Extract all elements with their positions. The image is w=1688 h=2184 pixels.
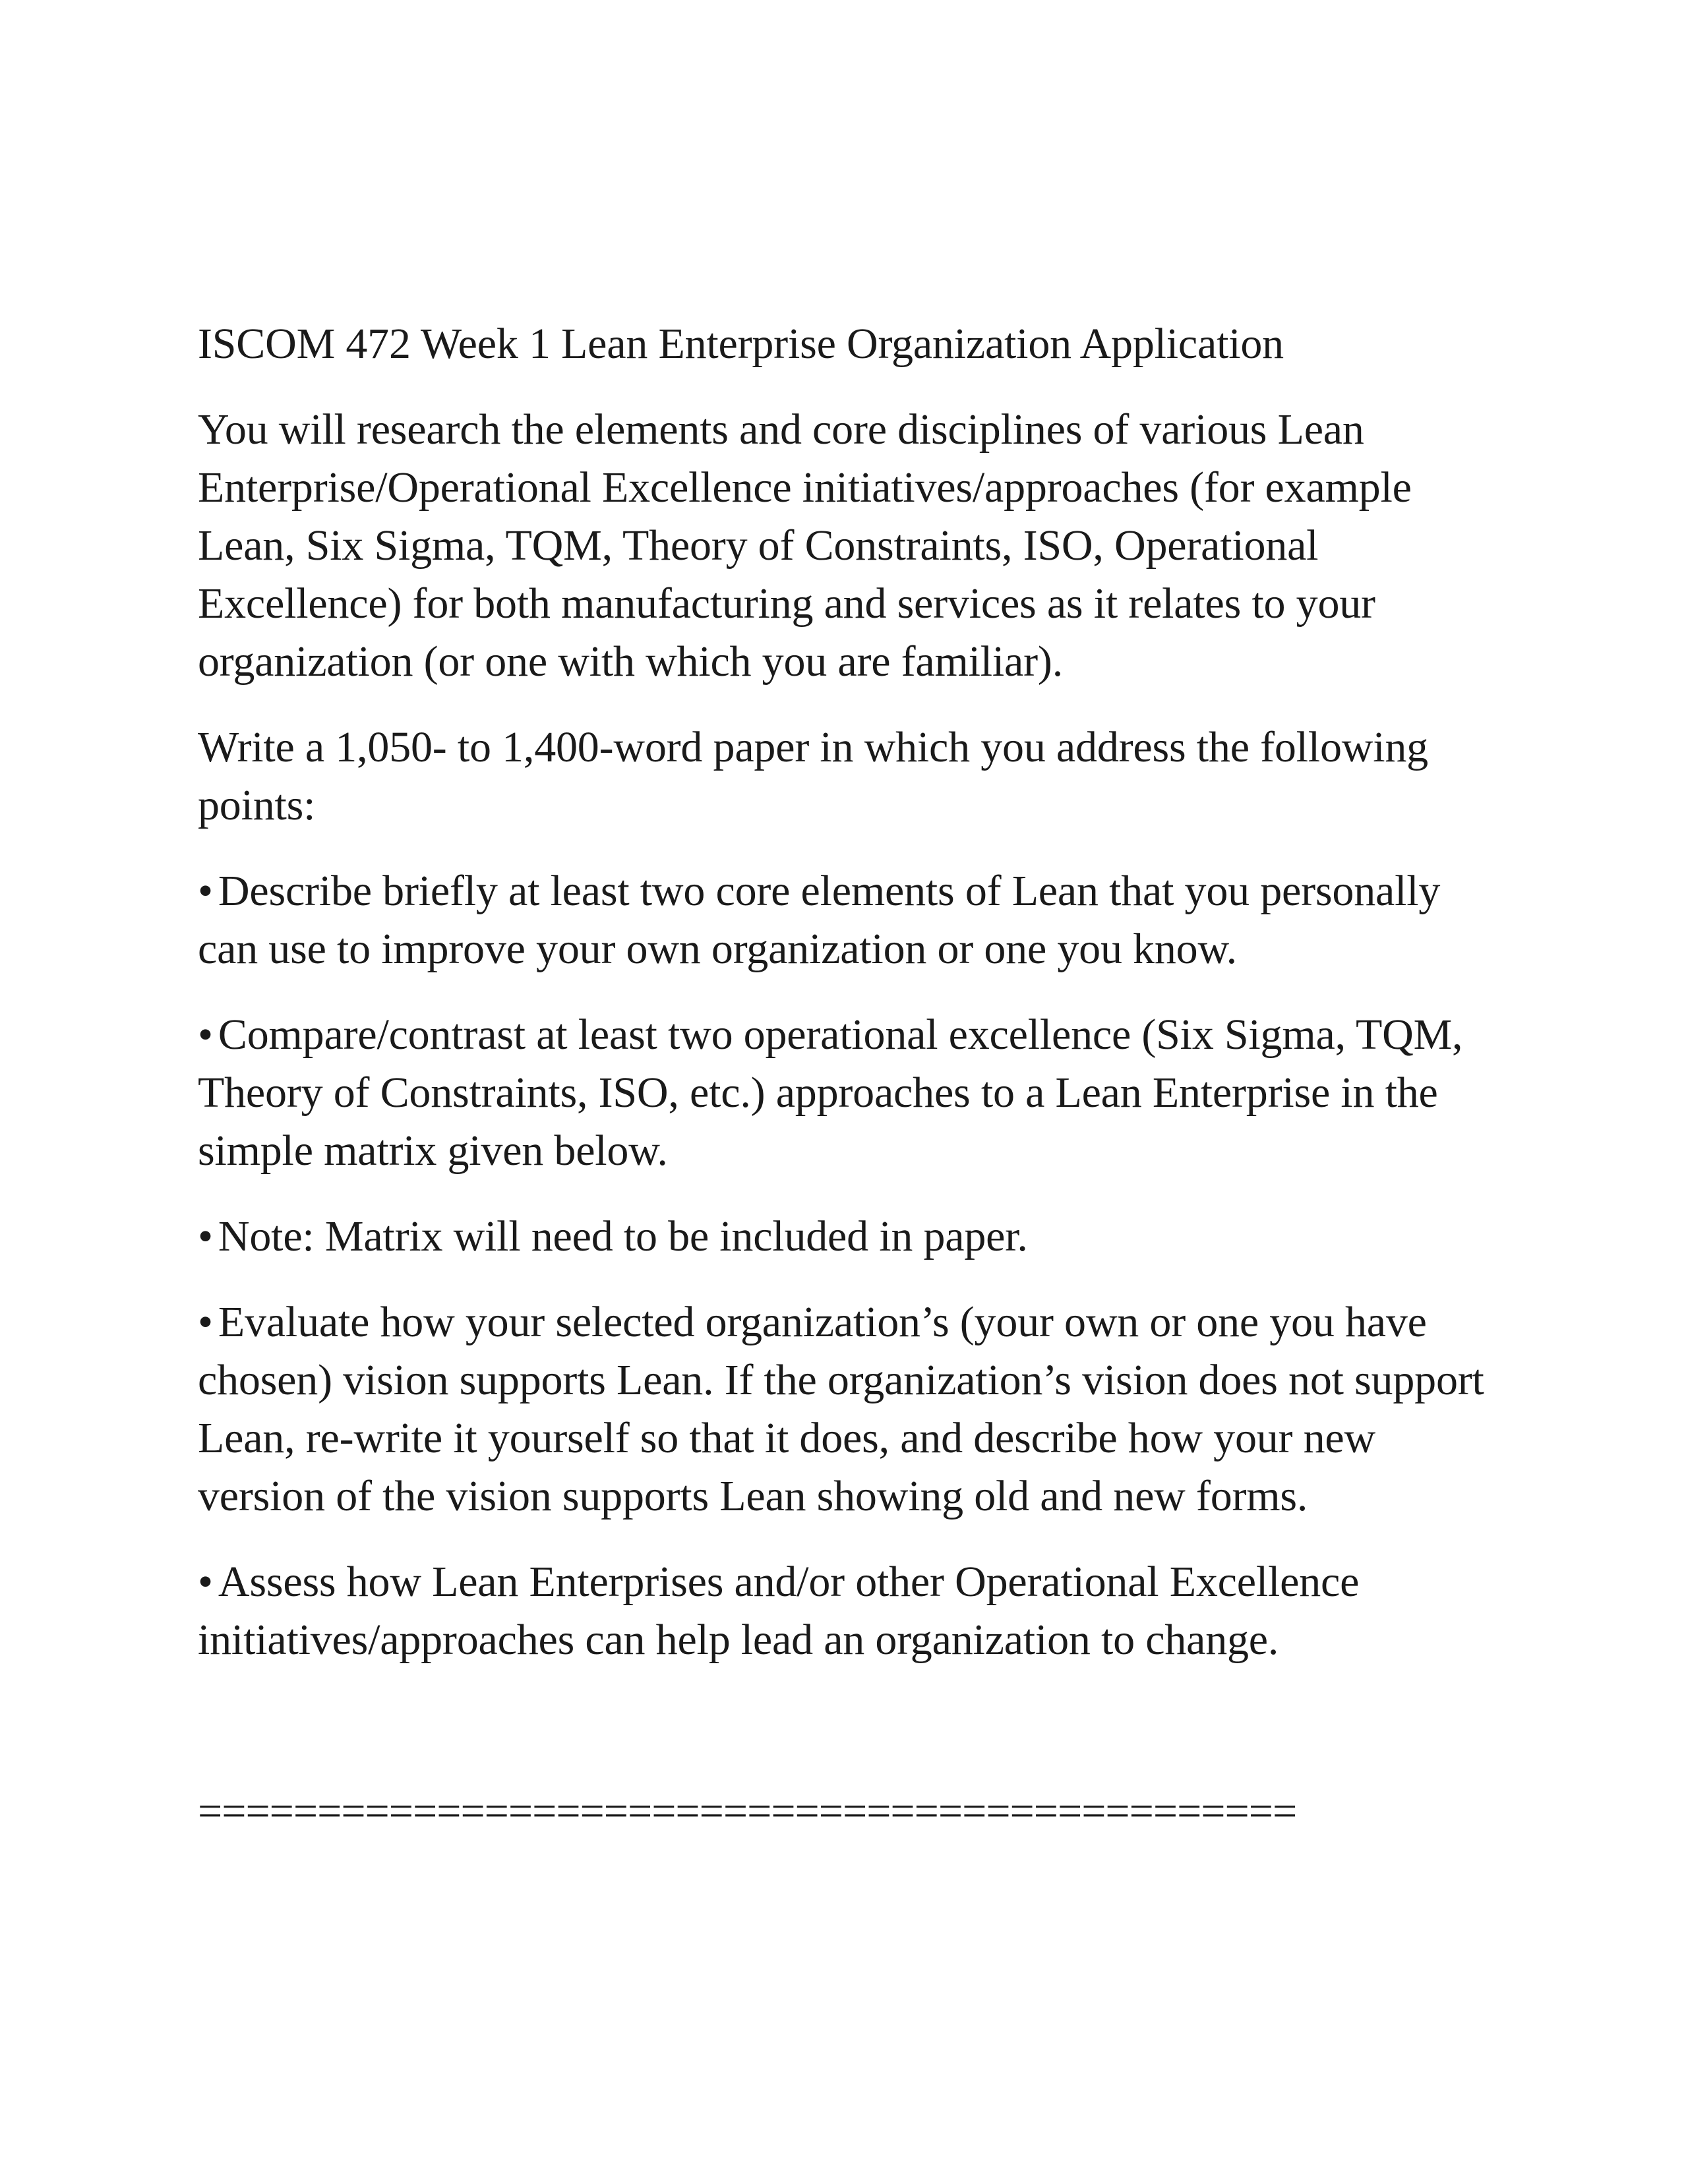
- bullet-item: [198, 1208, 1490, 1266]
- bullet-icon: •: [198, 1298, 213, 1346]
- bullet-icon: •: [198, 1558, 213, 1606]
- bullet-item: [198, 1293, 1490, 1525]
- bullet-text: Compare/contrast at least two operational excellence (Six Sigma, TQM, Theory of Constraints, ISO, etc.) approaches to a Lean Enterprise in the simple matrix given below.: [198, 1011, 1463, 1175]
- separator-line: ==============================================: [198, 1787, 1297, 1835]
- bullet-item: [198, 1553, 1490, 1669]
- intro-paragraph: You will research the elements and core disciplines of various Lean Enterprise/Operational Excellence initiatives/approaches (for example Lean, Six Sigma, TQM, Theory of Constraints, ISO, Operational Excellence) for both manufacturing and services as it relates to your organization (or one with which you are familiar).: [198, 405, 1412, 686]
- bullet-icon: •: [198, 867, 213, 915]
- bullet-text: Assess how Lean Enterprises and/or other Operational Excellence initiatives/approaches can help lead an organization to change.: [198, 1558, 1360, 1664]
- bullet-item: [198, 1006, 1490, 1180]
- bullet-icon: •: [198, 1212, 213, 1260]
- bullet-text: Evaluate how your selected organization’s (your own or one you have chosen) vision supports Lean. If the organization’s vision does not support Lean, re-write it yourself so that it does, and describe how your new version of the vision supports Lean showing old and new forms.: [198, 1298, 1484, 1520]
- bullet-icon: •: [198, 1011, 213, 1059]
- document-title: ISCOM 472 Week 1 Lean Enterprise Organization Application: [198, 320, 1284, 368]
- bullet-text: Describe briefly at least two core elements of Lean that you personally can use to improve your own organization or one you know.: [198, 867, 1441, 973]
- bullet-text: Note: Matrix will need to be included in paper.: [218, 1212, 1028, 1260]
- instruction-paragraph: Write a 1,050- to 1,400-word paper in which you address the following points:: [198, 723, 1428, 829]
- document-body: [198, 315, 1490, 1697]
- bullet-item: [198, 862, 1490, 978]
